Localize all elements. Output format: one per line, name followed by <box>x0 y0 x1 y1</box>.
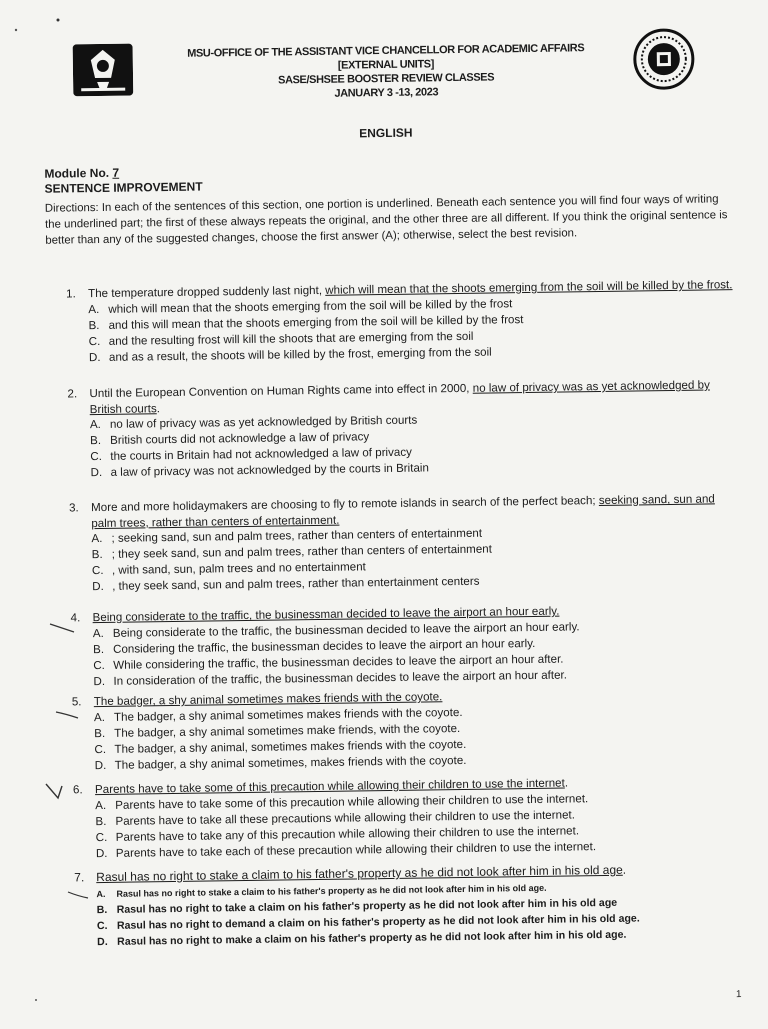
option-text: The badger, a shy animal, sometimes makes friends with the coyote. <box>114 736 466 757</box>
option-letter: C. <box>89 333 109 349</box>
header-line-3: SASE/SHSEE BOOSTER REVIEW CLASSES <box>151 69 621 90</box>
option-text: ; seeking sand, sun and palm trees, rather than centers of entertainment <box>111 526 482 547</box>
option-letter: A. <box>95 797 115 813</box>
module-number: 7 <box>112 166 119 180</box>
option-letter: D. <box>97 933 117 949</box>
option-letter: B. <box>95 813 115 829</box>
directions-text: Directions: In each of the sentences of this section, one portion is underlined. Beneath each sentence you will find four ways of writing the underlined part; the first of these always repeats the original, and the other three are all different. If you think the original sentence is better than any of the suggested changes, choose the first answer (A); otherwise, select the best revision. <box>45 191 734 249</box>
option-letter: A. <box>91 531 111 547</box>
underlined-portion: Being considerate to the traffic, the businessman decided to leave the airport an hour early. <box>93 605 560 625</box>
question-number: 2. <box>67 386 89 417</box>
header-line-1: MSU-OFFICE OF THE ASSISTANT VICE CHANCELLOR FOR ACADEMIC AFFAIRS <box>151 41 621 62</box>
option-text: The badger, a shy animal sometimes makes friends with the coyote. <box>114 704 463 725</box>
option-text: Parents have to take any of this precaution while allowing their children to use the internet. <box>116 823 580 845</box>
option-text: which will mean that the shoots emerging from the soil will be killed by the frost <box>108 296 512 318</box>
underlined-portion: Parents have to take some of this precaution while allowing their children to use the internet <box>95 777 565 797</box>
option-letter: B. <box>93 641 113 657</box>
option-text: While considering the traffic, the businessman decides to leave the airport an hour after. <box>113 651 563 673</box>
question-number: 7. <box>74 870 96 886</box>
option-letter: D. <box>96 845 116 861</box>
underlined-portion: The badger, a shy animal sometimes makes friends with the coyote. <box>94 690 443 708</box>
option-text: Parents have to take some of this precaution while allowing their children to use the internet. <box>115 791 588 814</box>
option-letter: B. <box>92 547 112 563</box>
option-text: , they seek sand, sun and palm trees, rather than entertainment centers <box>112 574 480 595</box>
option-text: and the resulting frost will kill the shoots that are emerging from the soil <box>109 328 474 349</box>
module-label: Module No. <box>44 166 109 181</box>
option-text: Being considerate to the traffic, the businessman decided to leave the airport an hour early. <box>113 619 580 642</box>
option-text: ; they seek sand, sun and palm trees, rather than centers of entertainment <box>112 542 492 563</box>
option-text: Considering the traffic, the businessman decides to leave the airport an hour early. <box>113 635 536 657</box>
option-letter: C. <box>96 829 116 845</box>
option-text: no law of privacy was as yet acknowledged by British courts <box>110 413 418 433</box>
option-text: the courts in Britain had not acknowledged a law of privacy <box>110 445 412 465</box>
option-letter: C. <box>97 917 117 933</box>
underlined-portion: which will mean that the shoots emerging from the soil will be killed by the frost. <box>325 278 732 297</box>
page-number: 1 <box>736 989 742 1000</box>
option-text: In consideration of the traffic, the businessman decides to leave the airport an hour after. <box>113 667 567 689</box>
option-letter: A. <box>88 301 108 317</box>
question-number: 6. <box>73 782 95 798</box>
question-number: 1. <box>66 286 88 302</box>
question-text-before: The temperature dropped suddenly last night, <box>88 284 325 300</box>
option-text: Rasul has no right to demand a claim on his father's property as he did not look after him in his old age. <box>117 910 640 933</box>
option-text: Rasul has no right to take a claim on his father's property as he did not look after him in his old age <box>117 894 618 917</box>
option-text: Rasul has no right to make a claim on his father's property as he did not look after him in his old age. <box>117 926 627 949</box>
question-text-before: Until the European Convention on Human Rights came into effect in 2000, <box>89 382 472 400</box>
option-text: , with sand, sun, palm trees and no entertainment <box>112 559 366 579</box>
underlined-portion: Rasul has no right to stake a claim to his father's property as he did not look after him in his old age <box>96 863 623 884</box>
option-letter: A. <box>90 417 110 433</box>
option-letter: D. <box>92 579 112 595</box>
option-letter: A. <box>94 709 114 725</box>
option-letter: D. <box>93 673 113 689</box>
question-number: 5. <box>72 694 94 710</box>
question-number: 4. <box>70 610 92 626</box>
option-letter: D. <box>90 465 110 481</box>
question-text-before: More and more holidaymakers are choosing to fly to remote islands in search of the perfect beach; <box>91 494 599 514</box>
option-letter: C. <box>92 563 112 579</box>
option-letter: C. <box>93 657 113 673</box>
underlined-portion: seeking sand, sun and palm trees, rather than centers of entertainment. <box>91 492 715 529</box>
option-letter: B. <box>90 433 110 449</box>
question-text-after: . <box>623 863 627 877</box>
module-title: SENTENCE IMPROVEMENT <box>45 180 203 197</box>
option-text: British courts did not acknowledge a law of privacy <box>110 429 369 449</box>
option-letter: B. <box>94 725 114 741</box>
header-line-4: JANUARY 3 -13, 2023 <box>151 83 621 104</box>
option-text: The badger, a shy animal sometimes make friends, with the coyote. <box>114 721 460 742</box>
header-line-2: [EXTERNAL UNITS] <box>151 55 621 76</box>
option-letter: C. <box>90 449 110 465</box>
question-text-after: . <box>157 402 160 415</box>
option-letter: A. <box>96 885 116 901</box>
underlined-portion: no law of privacy was as yet acknowledged by British courts <box>90 378 710 415</box>
subject-title: ENGLISH <box>2 121 768 146</box>
option-text: Parents have to take all these precautions while allowing their children to use the internet. <box>115 807 575 829</box>
option-letter: A. <box>93 625 113 641</box>
option-letter: C. <box>94 741 114 757</box>
question-number: 3. <box>69 500 91 531</box>
option-text: Rasul has no right to stake a claim to his father's property as he did not look after him in his old age. <box>116 879 546 901</box>
option-text: a law of privacy was not acknowledged by the courts in Britain <box>110 460 429 480</box>
question-text-after: . <box>565 777 568 790</box>
option-letter: D. <box>89 349 109 365</box>
option-text: Parents have to take each of these precaution while allowing their children to use the internet. <box>116 839 596 862</box>
option-letter: B. <box>88 317 108 333</box>
option-letter: B. <box>97 901 117 917</box>
option-letter: D. <box>95 757 115 773</box>
option-text: and this will mean that the shoots emerging from the soil will be killed by the frost <box>108 312 523 334</box>
option-text: and as a result, the shoots will be killed by the frost, emerging from the soil <box>109 344 492 365</box>
option-text: The badger, a shy animal sometimes, makes friends with the coyote. <box>115 752 467 773</box>
